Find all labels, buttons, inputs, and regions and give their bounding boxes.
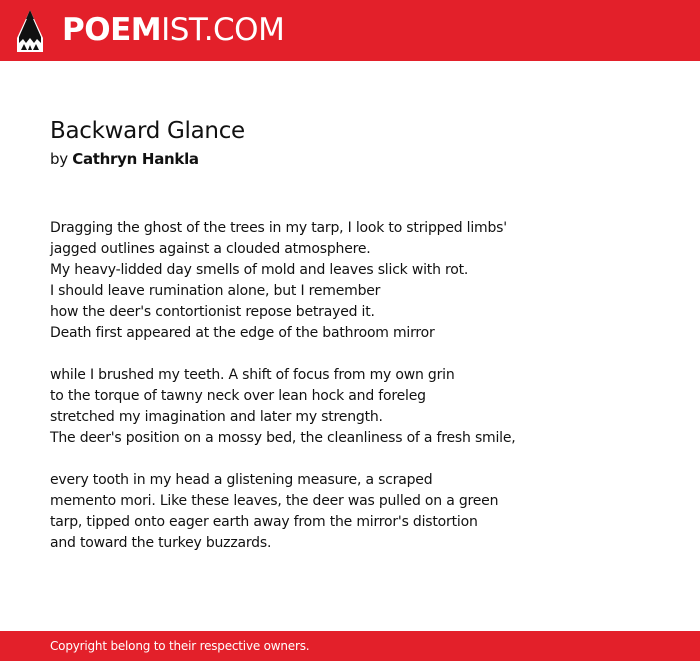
pencil-tip-icon[interactable]: [16, 9, 44, 53]
author-name: Cathryn Hankla: [72, 150, 199, 168]
poem-line: jagged outlines against a clouded atmosphere.: [50, 241, 371, 257]
by-label: by: [50, 150, 68, 168]
poem-line: tarp, tipped onto eager earth away from the mirror's distortion: [50, 514, 478, 530]
site-header: [0, 0, 700, 61]
stanza: [50, 365, 670, 449]
poem-line: every tooth in my head a glistening measure, a scraped: [50, 472, 433, 488]
poem-line: to the torque of tawny neck over lean hock and foreleg: [50, 388, 426, 404]
poem-line: Death first appeared at the edge of the bathroom mirror: [50, 325, 435, 341]
site-footer: [0, 631, 700, 661]
poem-line: Dragging the ghost of the trees in my tarp, I look to stripped limbs': [50, 220, 507, 236]
stanza: [50, 218, 670, 344]
stanza: [50, 470, 670, 554]
logo-text-light: IST.COM: [161, 12, 285, 48]
poem-line: memento mori. Like these leaves, the deer was pulled on a green: [50, 493, 499, 509]
poem-line: while I brushed my teeth. A shift of focus from my own grin: [50, 367, 455, 383]
poem-line: stretched my imagination and later my strength.: [50, 409, 383, 425]
poem-body: [50, 218, 670, 554]
poem-line: My heavy-lidded day smells of mold and leaves slick with rot.: [50, 262, 469, 278]
logo-text-bold: POEM: [62, 12, 162, 48]
copyright-text: Copyright belong to their respective owners.: [50, 639, 310, 653]
byline: [50, 148, 199, 170]
poem-line: I should leave rumination alone, but I remember: [50, 283, 381, 299]
site-logo[interactable]: [62, 10, 284, 50]
poem-line: The deer's position on a mossy bed, the cleanliness of a fresh smile,: [50, 430, 516, 446]
poem-title: Backward Glance: [50, 118, 245, 144]
poem-line: how the deer's contortionist repose betrayed it.: [50, 304, 375, 320]
poem-line: and toward the turkey buzzards.: [50, 535, 272, 551]
